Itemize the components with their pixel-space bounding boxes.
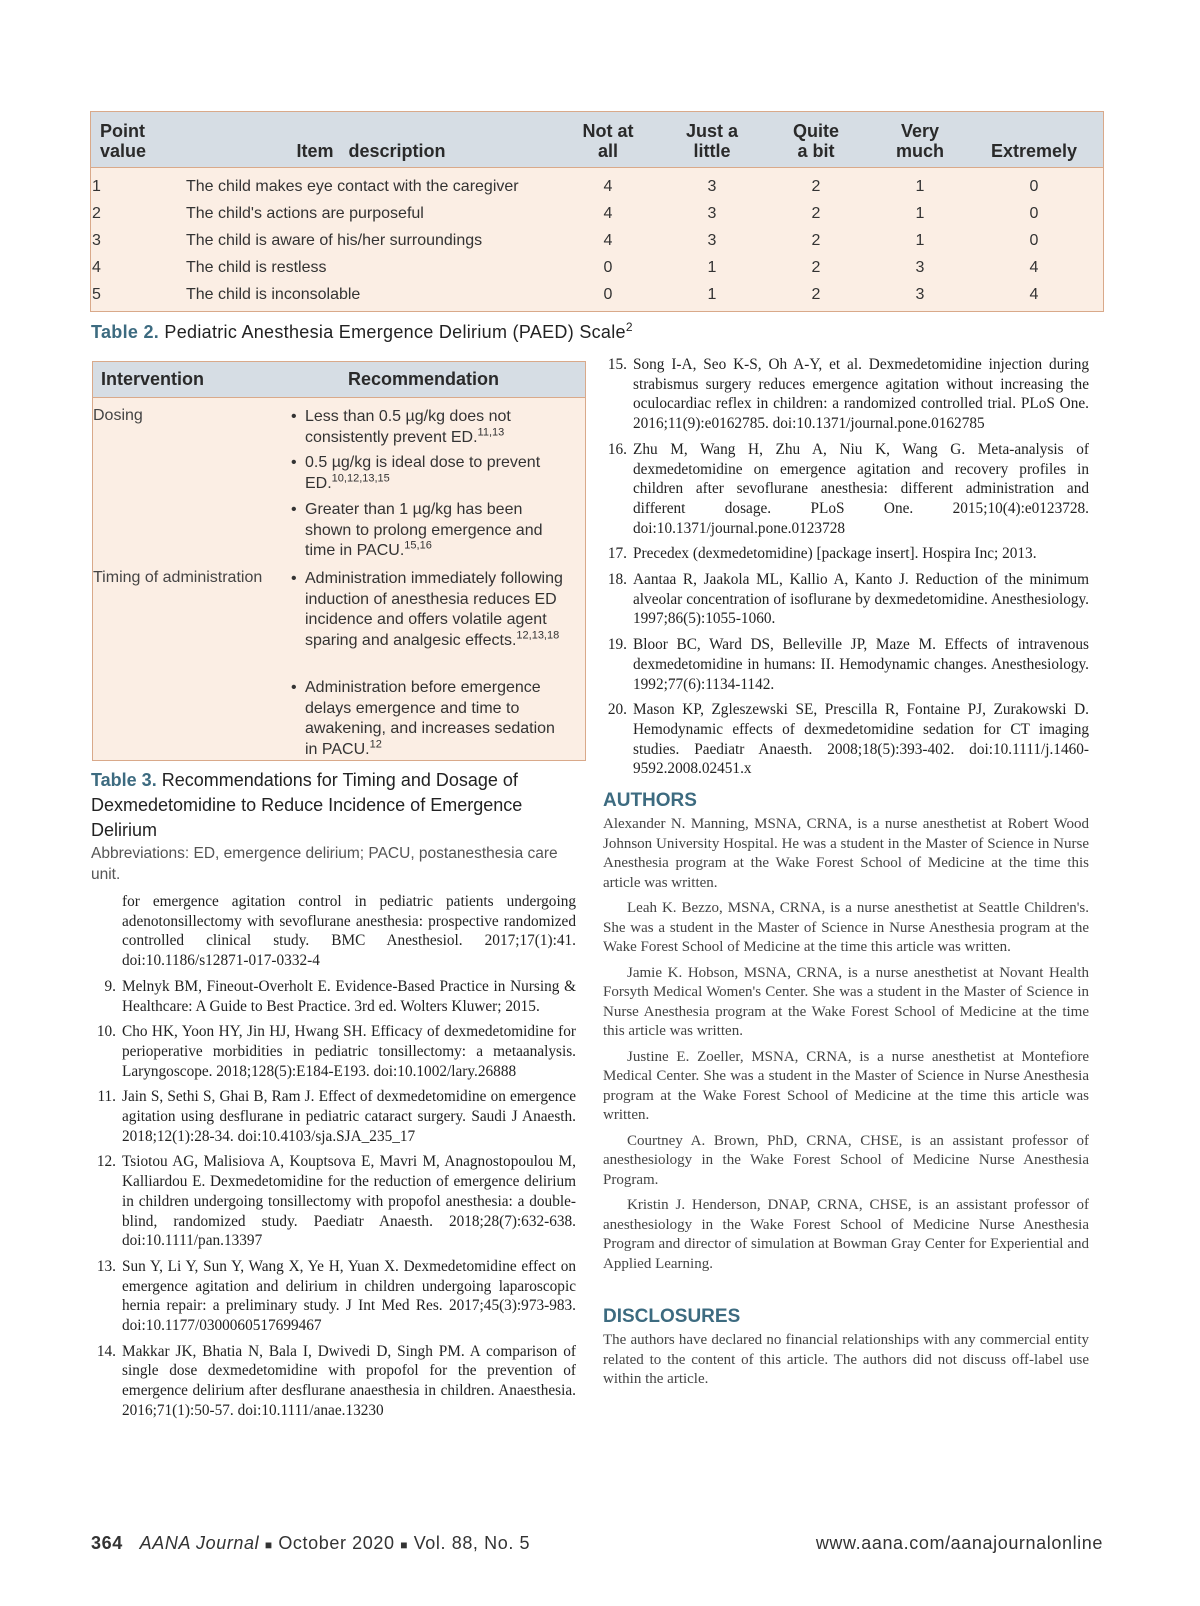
reference-continued: for emergence agitation control in pediatric patients undergoing adenotonsillectomy with sevoflurane anesthesia: prospective randomized controlled clinical study. BMC Anesthesiol. 2017;17(1):41. doi:10.1186/s12871-017-0332-4 bbox=[122, 893, 576, 970]
cell: 0 bbox=[1029, 177, 1039, 195]
cell: 4 bbox=[1029, 285, 1039, 303]
cell: 2 bbox=[811, 177, 821, 195]
cell: 2 bbox=[811, 231, 821, 249]
authors-heading: AUTHORS bbox=[603, 790, 697, 811]
cell: 4 bbox=[1029, 258, 1039, 276]
cell: 1 bbox=[915, 231, 925, 249]
reference-item: 11. Jain S, Sethi S, Ghai B, Ram J. Effect of dexmedetomidine on emergence agitation using desflurane in pediatric cataract surgery. Saudi J Anaesth. 2018;12(1):28-34. doi:10.4103/sja.SJA_235_17 bbox=[97, 1088, 576, 1145]
table-row bbox=[91, 200, 1103, 227]
separator-icon: ■ bbox=[400, 1538, 409, 1552]
reference-item: 17. Precedex (dexmedetomidine) [package insert]. Hospira Inc; 2013. bbox=[607, 545, 1037, 563]
author-bio: Leah K. Bezzo, MSNA, CRNA, is a nurse anesthetist at Seattle Children's. She was a student in the Master of Science in Nurse Anesthesia program at the Wake Forest School of Medicine at the time this article was written. bbox=[603, 900, 1089, 955]
caption-label: Table 2. bbox=[91, 322, 160, 342]
header-point-value: Point value bbox=[100, 121, 147, 161]
cell: 4 bbox=[603, 231, 613, 249]
caption-label: Table 3. bbox=[91, 770, 157, 790]
author-bio: Justine E. Zoeller, MSNA, CRNA, is a nurse anesthetist at Montefiore Medical Center. She was a student in the Master of Science in Nurse Anesthesia program at the Wake Forest School of Medicine at the time this article was written. bbox=[603, 1048, 1089, 1123]
author-bio: Courtney A. Brown, PhD, CRNA, CHSE, is an assistant professor of anesthesiology in the Wake Forest School of Medicine Nurse Anesthesia Program. bbox=[603, 1132, 1089, 1188]
reference-item: 16. Zhu M, Wang H, Zhu A, Niu K, Wang G. Meta-analysis of dexmedetomidine on emergence agitation and recovery profiles in children after sevoflurane anesthesia: different administration and different dosage. PLoS One. 2015;10(4):e0123728. doi:10.1371/journal.pone.0123728 bbox=[607, 440, 1089, 537]
table-header bbox=[93, 362, 585, 398]
reference-item: 9. Melnyk BM, Fineout-Overholt E. Evidence-Based Practice in Nursing & Healthcare: A Guide to Best Practice. 3rd ed. Wolters Kluwer; 2015. bbox=[104, 977, 576, 1015]
reference-item: 15. Song I-A, Seo K-S, Oh A-Y, et al. Dexmedetomidine injection during strabismus surgery reduces emergence agitation without increasing the oculocardiac reflex in children: a randomized controlled trial. PLoS One. 2016;11(9):e0162785. doi:10.1371/journal.pone.0162785 bbox=[607, 356, 1089, 433]
reference-item: 12. Tsiotou AG, Malisiova A, Kouptsova E, Mavri M, Anagnostopoulou M, Kalliardou E. Dexmedetomidine for the reduction of emergence delirium in children undergoing tonsillectomy with propofol anesthesia: a double-blind, randomized study. Paediatr Anaesth. 2018;28(7):632-638. doi:10.1111/pan.13397 bbox=[96, 1153, 576, 1250]
issue-date: October 2020 bbox=[278, 1533, 395, 1553]
author-bio: Jamie K. Hobson, MSNA, CRNA, is a nurse anesthetist at Novant Health Forsyth Medical Women's Center. She was a student in the Master of Science in Nurse Anesthesia program at the Wake Forest School of Medicine at the time this article was written. bbox=[603, 964, 1089, 1039]
cell: The child is restless bbox=[186, 258, 327, 276]
cell: 3 bbox=[707, 204, 717, 222]
author-bio: Kristin J. Henderson, DNAP, CRNA, CHSE, is an assistant professor of anesthesiology in the Wake Forest School of Medicine Nurse Anesthesia Program and director of simulation at Bowman Gray Center for Experiential and Applied Learning. bbox=[603, 1197, 1089, 1272]
volume: Vol. 88, No. 5 bbox=[413, 1533, 531, 1553]
cell: 1 bbox=[707, 285, 717, 303]
caption-sup: 2 bbox=[625, 320, 633, 334]
row-label-timing: Timing of administration bbox=[93, 569, 263, 586]
reference-item: 19. Bloor BC, Ward DS, Belleville JP, Maze M. Effects of intravenous dexmedetomidine in humans: II. Hemodynamic changes. Anesthesiology. 1992;77(6):1134-1142. bbox=[607, 636, 1089, 693]
caption-text: Recommendations for Timing and Dosage of Dexmedetomidine to Reduce Incidence of Emergence Delirium bbox=[91, 770, 523, 840]
table-row bbox=[91, 173, 1103, 200]
table-row bbox=[91, 227, 1103, 254]
paed-scale-table bbox=[90, 111, 1104, 312]
table2-caption bbox=[91, 320, 633, 343]
cell: 0 bbox=[1029, 231, 1039, 249]
cell: 1 bbox=[707, 258, 717, 276]
table-body bbox=[91, 168, 1103, 311]
reference-item: 14. Makkar JK, Bhatia N, Bala I, Dwivedi D, Singh PM. A comparison of single dose dexmedetomidine with propofol for the prevention of emergence delirium after desflurane anaesthesia in children. Anaesthesia. 2016;71(1):50-57. doi:10.1111/anae.13230 bbox=[96, 1342, 576, 1419]
cell: 2 bbox=[811, 285, 821, 303]
bullet-item: • Administration before emergence delays emergence and time to awakening, and increases sedation in PACU.$^{12}$ bbox=[291, 679, 555, 758]
cell: 0 bbox=[1029, 204, 1039, 222]
page-footer bbox=[91, 1533, 1103, 1554]
bullet-item: • Greater than 1 µg/kg has been shown to prolong emergence and time in PACU.$^{15,16}$ bbox=[291, 501, 543, 559]
author-bios bbox=[603, 815, 1089, 1280]
separator-icon: ■ bbox=[264, 1538, 273, 1552]
cell: The child's actions are purposeful bbox=[186, 204, 424, 222]
cell: 4 bbox=[92, 258, 101, 276]
header-item-description: Item description bbox=[296, 141, 446, 161]
cell: 3 bbox=[915, 285, 925, 303]
author-bio: Alexander N. Manning, MSNA, CRNA, is a nurse anesthetist at Robert Wood Johnson University Hospital. He was a student in the Master of Science in Nurse Anesthesia program at the Wake Forest School of Medicine at the time this article was written. bbox=[603, 816, 1089, 891]
references-right bbox=[603, 355, 1089, 785]
references-left bbox=[92, 892, 576, 1427]
disclosures-heading: DISCLOSURES bbox=[603, 1306, 741, 1327]
reference-item: 13. Sun Y, Li Y, Sun Y, Wang X, Ye H, Yuan X. Dexmedetomidine effect on emergence agitation and delirium in children undergoing laparoscopic hernia repair: a preliminary study. J Int Med Res. 2017;45(3):973-983. doi:10.1177/0300060517699467 bbox=[96, 1257, 576, 1335]
cell: 3 bbox=[915, 258, 925, 276]
caption-text: Pediatric Anesthesia Emergence Delirium (PAED) Scale bbox=[164, 322, 626, 342]
cell: The child is aware of his/her surroundings bbox=[186, 231, 483, 249]
table-row bbox=[91, 281, 1103, 308]
cell: 4 bbox=[603, 177, 613, 195]
journal-url[interactable]: www.aana.com/aanajournalonline bbox=[815, 1533, 1103, 1553]
cell: 2 bbox=[811, 204, 821, 222]
cell: 1 bbox=[915, 177, 925, 195]
reference-item: 20. Mason KP, Zgleszewski SE, Prescilla R, Fontaine PJ, Zurakowski D. Hemodynamic effects of dexmedetomidine sedation for CT imaging studies. Paediatr Anaesth. 2008;18(5):393-402. doi:10.1111/j.1460-9592.2008.02451.x bbox=[607, 701, 1089, 778]
cell: 4 bbox=[603, 204, 613, 222]
cell: 3 bbox=[92, 231, 101, 249]
journal-name: AANA Journal bbox=[139, 1533, 260, 1553]
row-label-dosing: Dosing bbox=[93, 407, 143, 424]
table3-abbreviations: Abbreviations: ED, emergence delirium; PACU, postanesthesia care unit. bbox=[91, 845, 558, 883]
disclosures-body bbox=[603, 1331, 1089, 1396]
bullet-item: • Administration immediately following induction of anesthesia reduces ED incidence and offers volatile agent sparing and analgesic effects.$^{12,13,18}$ bbox=[291, 570, 563, 649]
bullet-item: • 0.5 µg/kg is ideal dose to prevent ED.$^{10,12,13,15}$ bbox=[291, 454, 541, 492]
header-just-a-little: Just a little bbox=[685, 121, 739, 161]
cell: 0 bbox=[603, 258, 613, 276]
cell: 2 bbox=[92, 204, 101, 222]
page-number: 364 bbox=[91, 1533, 123, 1553]
reference-item: 18. Aantaa R, Jaakola ML, Kallio A, Kanto J. Reduction of the minimum alveolar concentration of isoflurane by dexmedetomidine. Anesthesiology. 1997;86(5):1055-1060. bbox=[607, 571, 1089, 628]
disclosures-text: The authors have declared no financial relationships with any commercial entity related to the content of this article. The authors did not discuss off-label use within the article. bbox=[603, 1332, 1089, 1387]
cell: 2 bbox=[811, 258, 821, 276]
cell: 3 bbox=[707, 231, 717, 249]
header-quite-a-bit: Quite a bit bbox=[792, 121, 839, 161]
cell: 0 bbox=[603, 285, 613, 303]
header-extremely: Extremely bbox=[990, 141, 1078, 161]
table-header bbox=[91, 112, 1103, 168]
header-very-much: Very much bbox=[895, 121, 944, 161]
cell: The child makes eye contact with the caregiver bbox=[186, 177, 519, 195]
cell: 1 bbox=[92, 177, 101, 195]
cell: The child is inconsolable bbox=[186, 285, 361, 303]
table3-caption bbox=[91, 768, 591, 843]
bullet-item: • Less than 0.5 µg/kg does not consistently prevent ED.$^{11,13}$ bbox=[291, 408, 511, 446]
cell: 5 bbox=[92, 285, 101, 303]
header-not-at-all: Not at all bbox=[582, 121, 634, 161]
cell: 3 bbox=[707, 177, 717, 195]
recommendations-table bbox=[92, 361, 586, 761]
table-row bbox=[91, 254, 1103, 281]
cell: 1 bbox=[915, 204, 925, 222]
header-recommendation: Recommendation bbox=[348, 369, 500, 389]
header-intervention: Intervention bbox=[101, 369, 205, 389]
reference-item: 10. Cho HK, Yoon HY, Jin HJ, Hwang SH. Efficacy of dexmedetomidine for perioperative morbidities in pediatric tonsillectomy: a metaanalysis. Laryngoscope. 2018;128(5):E184-E193. doi:10.1002/lary.26888 bbox=[96, 1023, 576, 1080]
